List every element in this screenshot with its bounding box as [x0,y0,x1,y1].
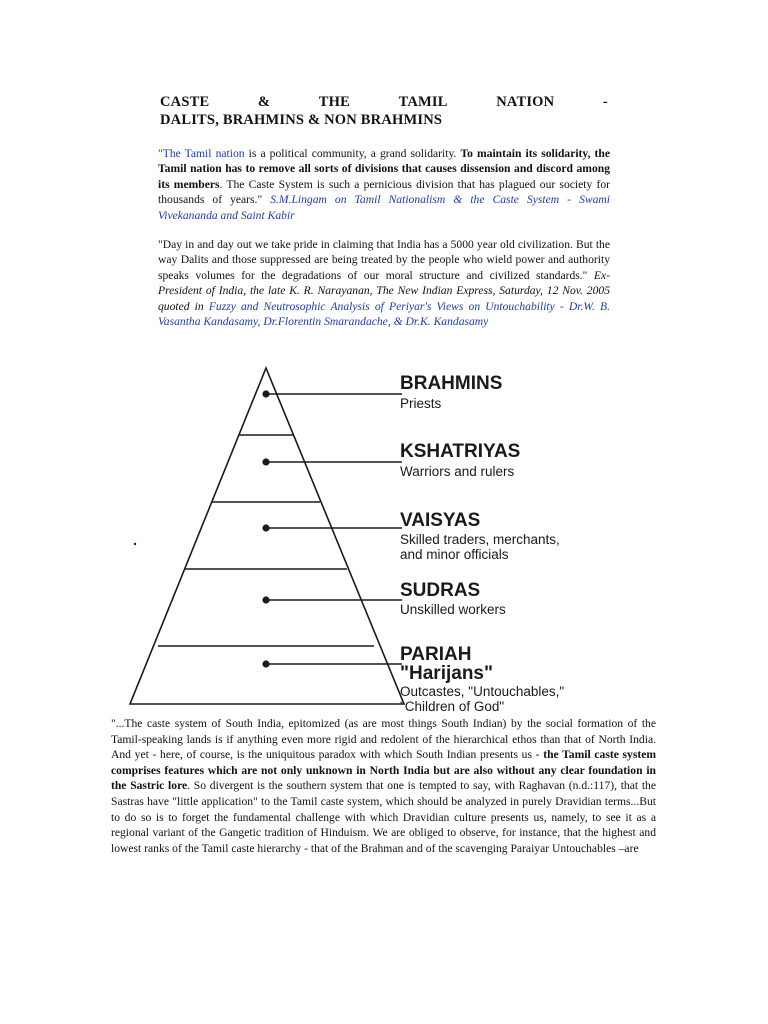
level-name-pariah: PARIAH [400,644,472,665]
para-text: . The Caste System is such a pernicious division that has plagued our society for thousands of years." [158,177,610,207]
para-text: "...The caste system of South India, epitomized (as are most things South Indian) by the social formation of the Tamil-speaking lands is if anything even more rigid and redolent of the hierarchical ethos than that of North India. And yet - here, of course, is the uniquitous paradox with which South Indian presents us - [111,717,656,762]
level-desc-brahmins: Priests [400,396,442,411]
para-text: is a political community, a grand solidarity. [244,147,461,160]
citation-link-kandasamy[interactable]: Fuzzy and Neutrosophic Analysis of Periyar's Views on Untouchability - Dr.W. B. Vasantha Kandasamy, Dr.Florentin Smarandache, & Dr.K. Kandasamy [158,299,610,329]
level-name-sudras: SUDRAS [400,580,481,601]
level-desc-kshatriyas: Warriors and rulers [400,464,515,479]
title-word: - [602,94,608,110]
level-dot [262,596,269,603]
level-dot [262,458,269,465]
pyramid-outline [130,368,404,704]
para-italic-text: Ex-President of India, the late K. R. Narayanan, The New Indian Express, Saturday, 12 Nov. 2005 quoted in [158,268,610,313]
title-word: THE [318,94,350,110]
level-dot [262,524,269,531]
level-desc-vaisyas: Skilled traders, merchants, [400,532,560,547]
level-dot [262,390,269,397]
level-desc-pariah: Outcastes, "Untouchables," [400,684,565,699]
quote-paragraph-3 [111,716,656,856]
level-desc-pariah: "Children of God" [400,699,505,714]
title-word: CASTE [160,94,210,110]
para-text: "Day in and day out we take pride in claiming that India has a 5000 year old civilization. But the way Dalits and those suppressed are being treated by the people who wield power and authority speaks volumes for the degradations of our moral structure and civilized standards." [158,238,610,282]
level-desc-vaisyas: and minor officials [400,547,509,562]
level-desc-sudras: Unskilled workers [400,602,506,617]
level-name-vaisyas: VAISYAS [400,510,481,531]
level-dot [262,660,269,667]
title-line-2: DALITS, BRAHMINS & NON BRAHMINS [160,112,443,128]
quote-paragraph-1 [158,146,610,223]
para-text: . So divergent is the southern system that one is tempted to say, with Raghavan (n.d.:117), that the Sastras have "little application" to the Tamil caste system, which should be analyzed in purely Dravidian terms...But to do so is to forget the fundamental challenge with which Dravidian culture presents us, namely, to see it as a regional variant of the Gangetic tradition of Hinduism. We are obliged to observe, for instance, that the highest and lowest ranks of the Tamil caste hierarchy - that of the Brahman and of the scavenging Paraiyar Untouchables –are [111,779,656,855]
tamil-nation-link[interactable]: "The Tamil nation [158,147,245,160]
para-bold-text: To maintain its solidarity, the Tamil nation has to remove all sorts of divisions that causes dissension and discord among its members [158,147,611,191]
stray-dot [134,543,136,545]
level-name-brahmins: BRAHMINS [400,373,503,394]
level-name-harijans: "Harijans" [400,663,493,684]
quote-paragraph-2 [158,237,610,329]
para-bold-text: the Tamil caste system comprises features which are not only unknown in North India but are also without any clear foundation in the Sastric lore [111,748,657,793]
title-line-1 [160,94,608,111]
title-word: NATION [496,94,555,110]
citation-link-lingam[interactable]: S.M.Lingam on Tamil Nationalism & the Caste System - Swami Vivekananda and Saint Kabir [158,193,610,222]
caste-pyramid-diagram [128,360,628,718]
level-name-kshatriyas: KSHATRIYAS [400,441,521,462]
title-word: & [257,94,271,110]
title-word: TAMIL [398,94,448,110]
